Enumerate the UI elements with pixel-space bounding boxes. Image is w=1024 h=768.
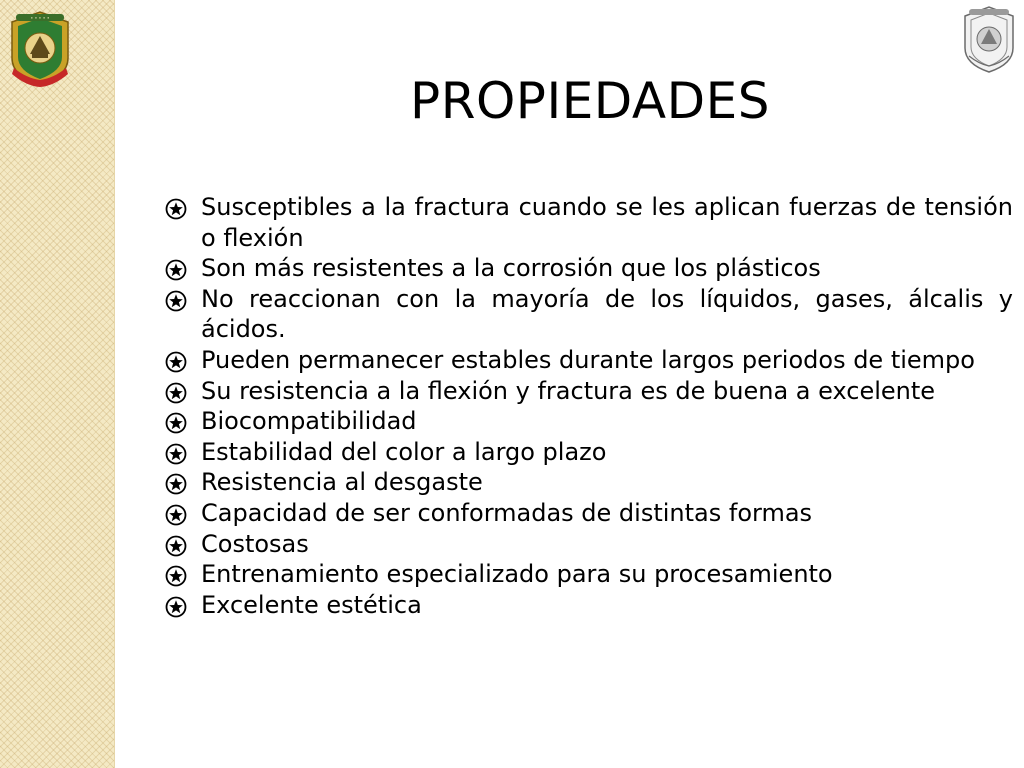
list-item <box>165 253 1013 284</box>
list-item <box>165 498 1013 529</box>
slide-title: PROPIEDADES <box>410 72 770 130</box>
star-in-circle-icon <box>165 351 187 373</box>
star-in-circle-icon <box>165 443 187 465</box>
university-crest-left-logo <box>6 8 74 88</box>
list-item <box>165 437 1013 468</box>
list-item <box>165 192 1013 253</box>
svg-text:• • • • •: • • • • • <box>30 16 50 22</box>
star-in-circle-icon <box>165 535 187 557</box>
star-in-circle-icon <box>165 565 187 587</box>
university-crest-right-logo <box>960 4 1018 74</box>
list-item-text: Biocompatibilidad <box>201 407 417 436</box>
list-item-text: Resistencia al desgaste <box>201 468 483 497</box>
star-in-circle-icon <box>165 504 187 526</box>
list-item-text: Excelente estética <box>201 590 422 619</box>
list-item-text: Pueden permanecer estables durante largos periodos de tiempo <box>201 345 975 374</box>
star-in-circle-icon <box>165 290 187 312</box>
list-item-text: Su resistencia a la flexión y fractura es de buena a excelente <box>201 376 936 405</box>
list-item <box>165 406 1013 437</box>
star-in-circle-icon <box>165 198 187 220</box>
list-item-text: Son más resistentes a la corrosión que los plásticos <box>201 254 821 283</box>
list-item-text: Estabilidad del color a largo plazo <box>201 437 607 466</box>
list-item <box>165 284 1013 345</box>
star-in-circle-icon <box>165 473 187 495</box>
list-item-text: Entrenamiento especializado para su procesamiento <box>201 560 833 589</box>
list-item <box>165 529 1013 560</box>
list-item-text: Susceptibles a la fractura cuando se les aplican fuerzas de tensión o flexión <box>201 193 1013 252</box>
star-in-circle-icon <box>165 382 187 404</box>
properties-list <box>165 192 1013 620</box>
list-item <box>165 559 1013 590</box>
list-item <box>165 467 1013 498</box>
star-in-circle-icon <box>165 412 187 434</box>
list-item <box>165 345 1013 376</box>
star-in-circle-icon <box>165 259 187 281</box>
list-item-text: No reaccionan con la mayoría de los líquidos, gases, álcalis y ácidos. <box>201 284 1013 344</box>
list-item-text: Capacidad de ser conformadas de distintas formas <box>201 498 813 527</box>
list-item-text: Costosas <box>201 529 309 558</box>
list-item <box>165 376 1013 407</box>
star-in-circle-icon <box>165 596 187 618</box>
decorative-sidebar <box>0 0 115 768</box>
list-item <box>165 590 1013 621</box>
